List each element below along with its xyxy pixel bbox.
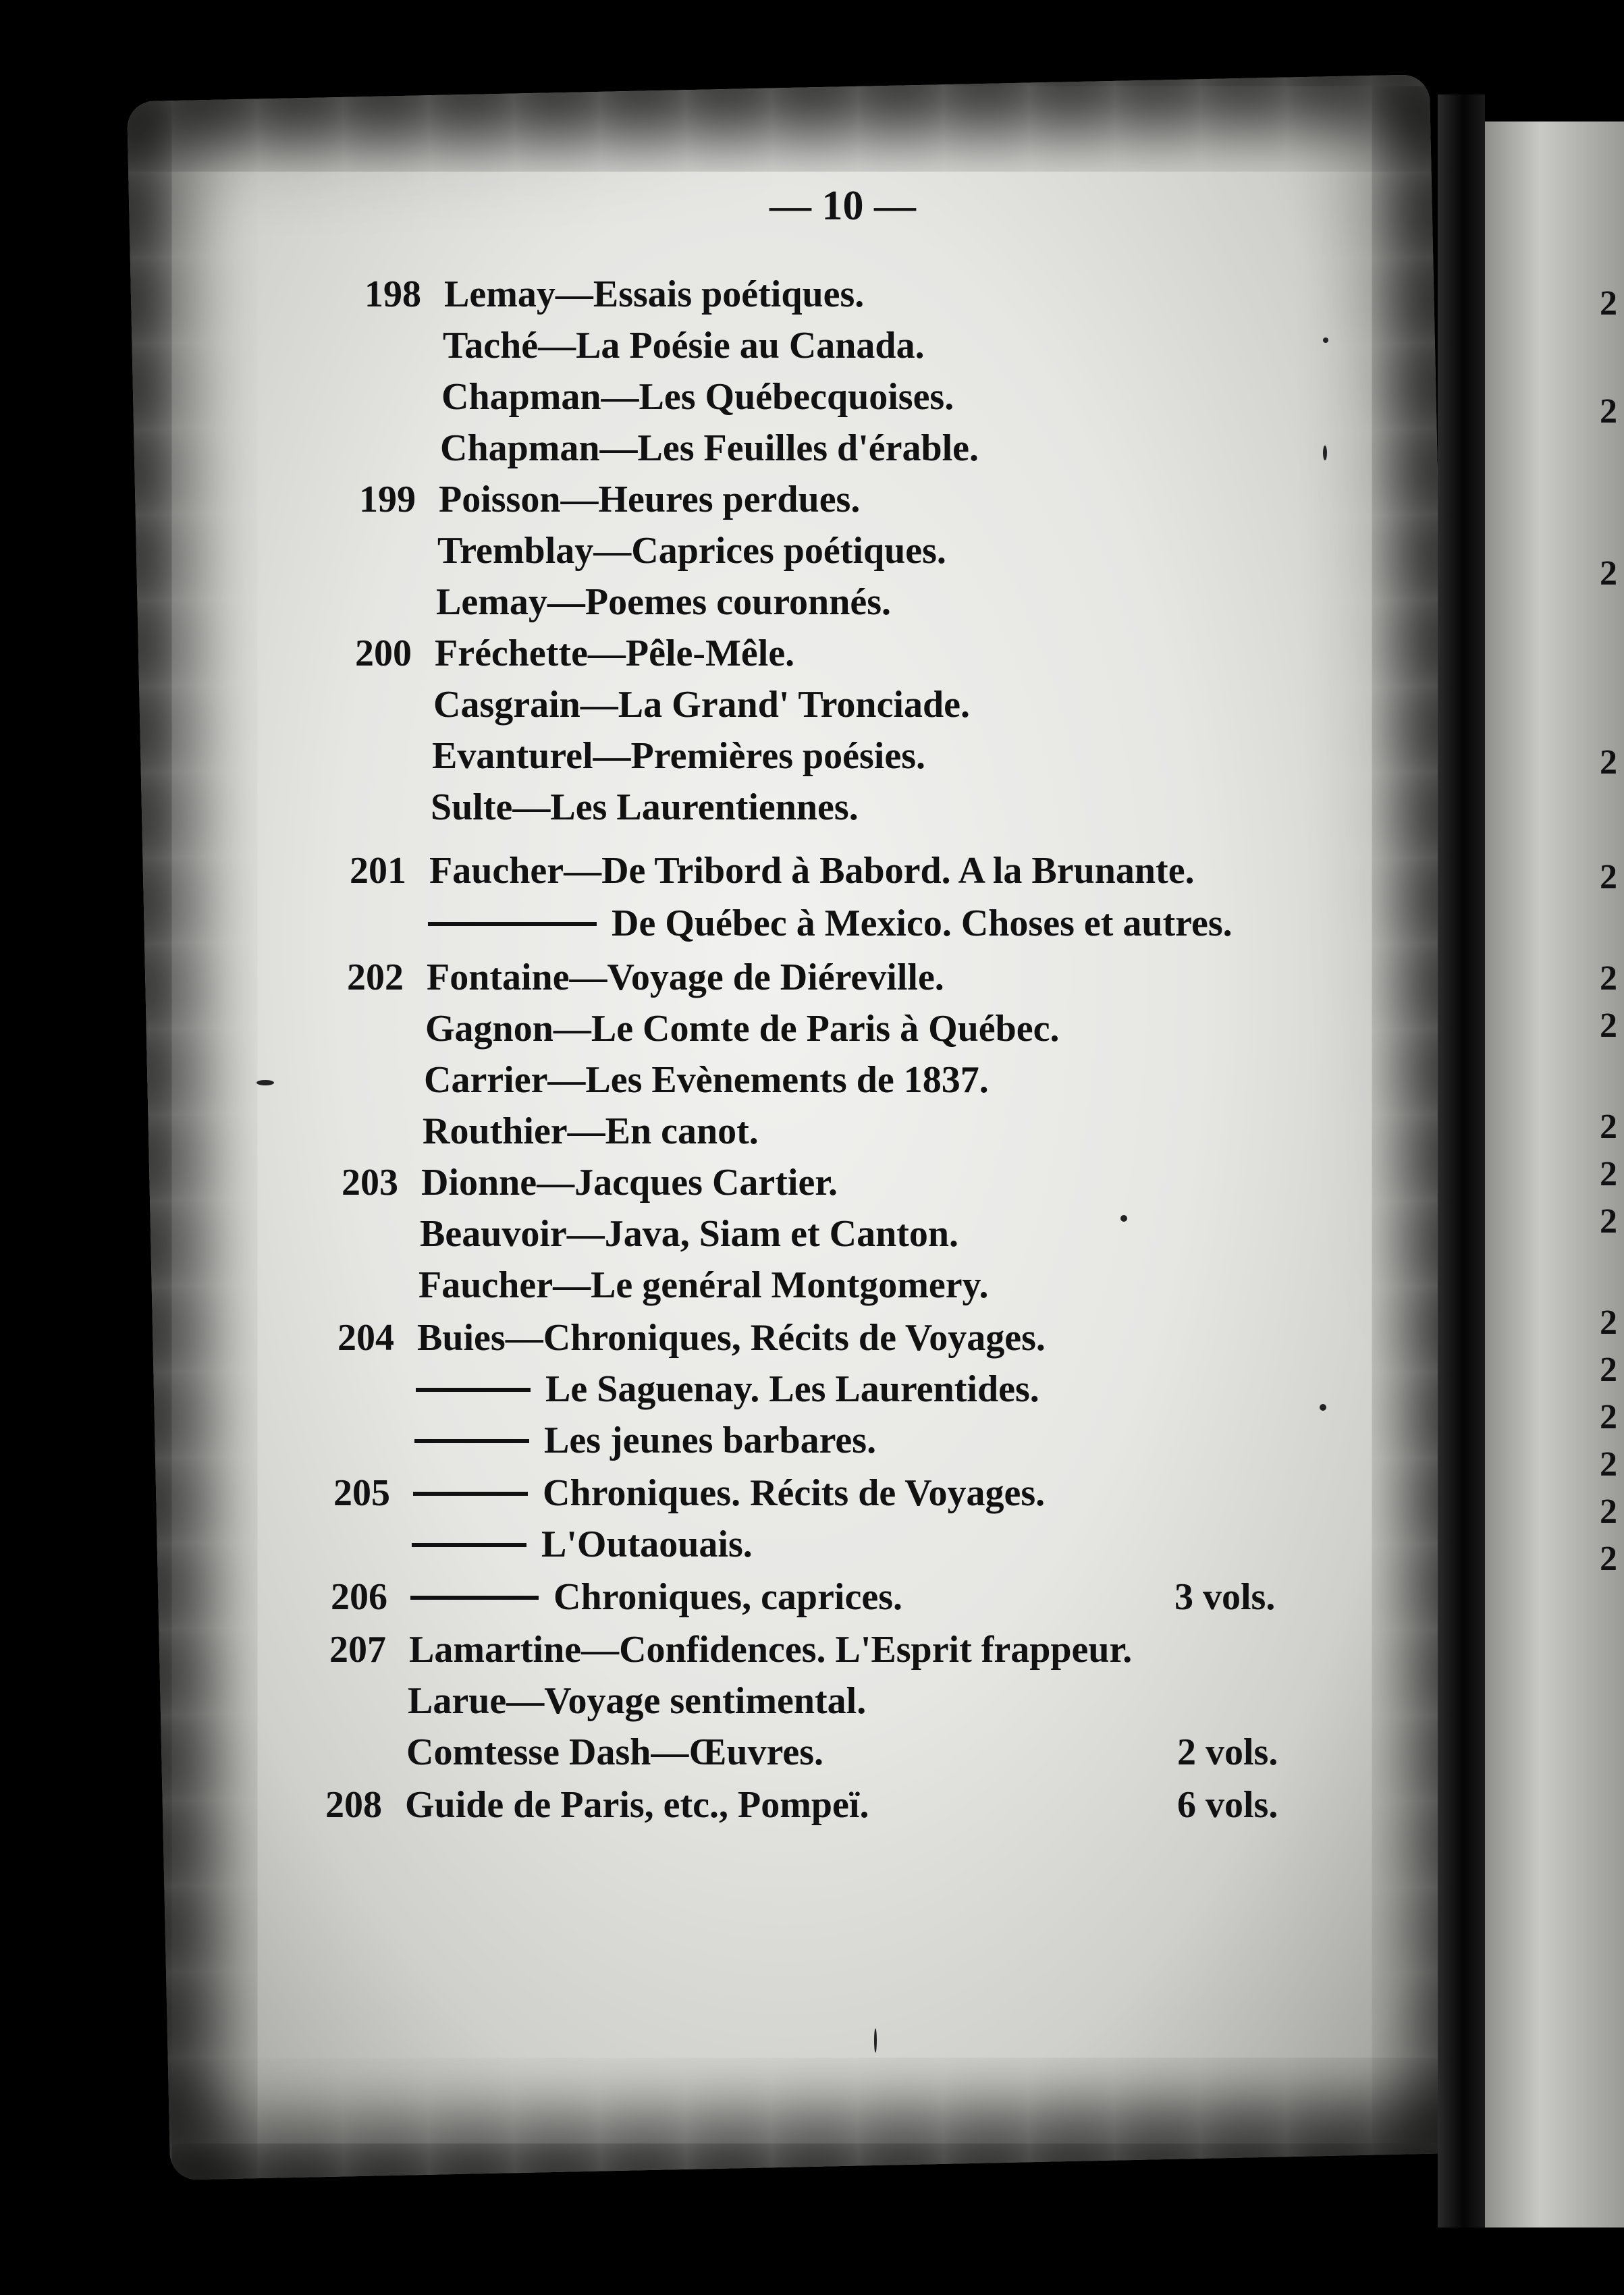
entry-text: Chapman—Les Feuilles d'érable. (440, 427, 979, 469)
entry-text: Lamartine—Confidences. L'Esprit frappeur. (409, 1629, 1133, 1671)
entry-number: 201 (350, 850, 406, 892)
entry-text (428, 899, 1233, 948)
ditto-dash (416, 1388, 531, 1392)
entry-text: Guide de Paris, etc., Pompeï. (405, 1784, 869, 1826)
entry-text: Gagnon—Le Comte de Paris à Québec. (425, 1008, 1060, 1050)
entry-text: Fréchette—Pêle-Mêle. (435, 632, 795, 674)
entry-number: 206 (331, 1576, 387, 1618)
list-item (325, 1781, 1297, 1829)
entry-text: Comtesse Dash—Œuvres. (406, 1731, 824, 1773)
entry-text: Lemay—Poemes couronnés. (436, 581, 891, 623)
right-mark: 2 (1600, 1303, 1617, 1342)
list-item (327, 1728, 1299, 1777)
entry-number: 204 (337, 1317, 394, 1359)
right-mark: 2 (1600, 1155, 1617, 1193)
right-mark: 2 (1600, 392, 1617, 431)
entry-text: Buies—Chroniques, Récits de Voyages. (417, 1317, 1046, 1359)
volume-count: 2 vols. (1177, 1731, 1278, 1773)
right-mark: 2 (1600, 1351, 1617, 1389)
right-mark: 2 (1600, 1006, 1617, 1045)
entry-text-content: De Québec à Mexico. Choses et autres. (612, 902, 1233, 944)
entry-text: Casgrain—La Grand' Tronciade. (433, 684, 970, 726)
right-mark: 2 (1600, 1445, 1617, 1484)
entry-text: Sulte—Les Laurentiennes. (431, 786, 859, 828)
ditto-dash (414, 1439, 529, 1443)
right-mark: 2 (1600, 959, 1617, 998)
ink-speck (1323, 446, 1327, 460)
entry-text: Tremblay—Caprices poétiques. (437, 530, 946, 572)
right-mark: 2 (1600, 1540, 1617, 1578)
ditto-dash (410, 1596, 539, 1600)
entry-text: Fontaine—Voyage de Diéreville. (427, 956, 944, 998)
entry-text-content: Le Saguenay. Les Laurentides. (545, 1368, 1039, 1410)
entry-text-content: Chroniques, caprices. (553, 1576, 902, 1618)
entry-text: Poisson—Heures perdues. (439, 479, 861, 520)
entry-text: Lemay—Essais poétiques. (444, 273, 865, 315)
entry-text: Dionne—Jacques Cartier. (421, 1162, 838, 1204)
entry-text: Taché—La Poésie au Canada. (443, 325, 925, 367)
entry-text (414, 1416, 876, 1465)
entry-number: 199 (359, 479, 416, 520)
entry-text: Routhier—En canot. (423, 1110, 759, 1152)
right-mark: 2 (1600, 858, 1617, 896)
entry-number: 198 (364, 273, 421, 315)
ink-speck (1323, 338, 1328, 343)
right-mark: 2 (1600, 1202, 1617, 1241)
ink-speck (1120, 1215, 1127, 1222)
volume-count: 6 vols. (1177, 1784, 1278, 1826)
entry-text (412, 1520, 753, 1569)
ink-speck (1320, 1404, 1326, 1411)
entry-number: 202 (347, 956, 404, 998)
volume-count: 3 vols. (1174, 1576, 1276, 1618)
entry-text: Evanturel—Premières poésies. (432, 735, 926, 777)
entry-text: Larue—Voyage sentimental. (408, 1680, 867, 1722)
right-mark: 2 (1600, 554, 1617, 593)
entry-number: 208 (325, 1784, 382, 1826)
right-mark: 2 (1600, 284, 1617, 323)
entry-text: Beauvoir—Java, Siam et Canton. (420, 1213, 958, 1255)
ditto-dash (413, 1492, 528, 1496)
entry-text-content: L'Outaouais. (541, 1523, 753, 1565)
right-mark: 2 (1600, 1108, 1617, 1146)
entry-number: 200 (355, 632, 412, 674)
entry-text: Faucher—De Tribord à Babord. A la Brunante. (429, 850, 1195, 892)
entry-text (416, 1365, 1039, 1413)
ink-speck (874, 2028, 877, 2053)
page-number: — 10 — (769, 183, 916, 229)
entry-text: Faucher—Le genéral Montgomery. (418, 1264, 989, 1306)
entry-text (413, 1469, 1045, 1517)
ditto-dash (428, 922, 597, 926)
ink-speck (256, 1080, 274, 1085)
entry-number: 207 (329, 1629, 386, 1671)
entry-text: Carrier—Les Evènements de 1837. (424, 1059, 989, 1101)
right-mark: 2 (1600, 743, 1617, 782)
ditto-dash (412, 1543, 526, 1547)
entry-number: 203 (342, 1162, 398, 1204)
entry-text (410, 1573, 902, 1621)
right-mark: 2 (1600, 1492, 1617, 1531)
entry-text: Chapman—Les Québecquoises. (441, 376, 954, 418)
entry-text-content: Chroniques. Récits de Voyages. (543, 1472, 1046, 1514)
right-mark: 2 (1600, 1398, 1617, 1436)
entry-text-content: Les jeunes barbares. (544, 1420, 877, 1461)
entry-number: 205 (333, 1472, 390, 1514)
list-item (331, 1573, 1303, 1621)
